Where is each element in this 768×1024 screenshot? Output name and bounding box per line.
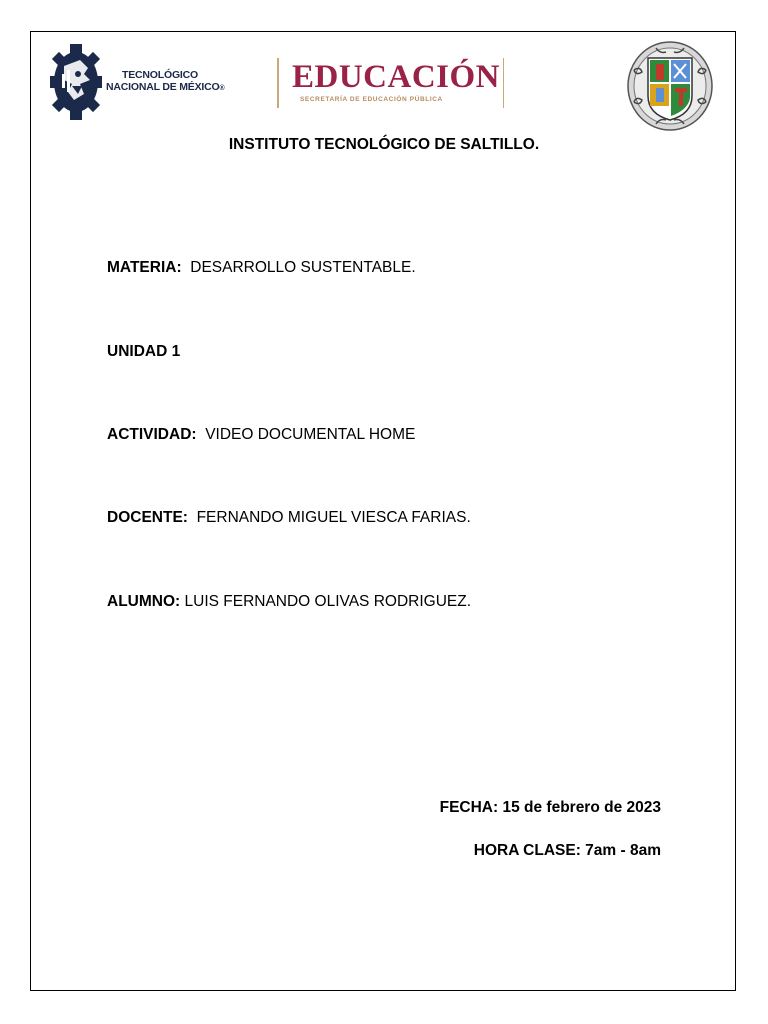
alumno-line xyxy=(107,593,471,611)
docente-value: FERNANDO MIGUEL VIESCA FARIAS. xyxy=(196,509,471,526)
crest-icon xyxy=(626,40,714,132)
docente-line xyxy=(107,509,471,527)
educacion-logo xyxy=(292,60,500,103)
educacion-title: EDUCACIÓN xyxy=(292,59,501,95)
alumno-value: LUIS FERNANDO OLIVAS RODRIGUEZ. xyxy=(184,593,472,610)
actividad-label: ACTIVIDAD: xyxy=(107,426,197,443)
fecha-line: FECHA: 15 de febrero de 2023 xyxy=(439,799,661,816)
actividad-value: VIDEO DOCUMENTAL HOME xyxy=(205,426,416,443)
unidad-label: UNIDAD 1 xyxy=(107,343,181,360)
docente-label: DOCENTE: xyxy=(107,509,188,526)
alumno-label: ALUMNO: xyxy=(107,593,181,610)
educacion-subtitle: SECRETARÍA DE EDUCACIÓN PÚBLICA xyxy=(300,96,443,103)
logo-separator-left xyxy=(277,58,279,108)
tecnm-gear-icon xyxy=(50,44,102,120)
materia-label: MATERIA: xyxy=(107,259,182,276)
institute-title: INSTITUTO TECNOLÓGICO DE SALTILLO. xyxy=(228,136,540,153)
tecnm-logo xyxy=(50,44,230,120)
materia-value: DESARROLLO SUSTENTABLE. xyxy=(190,259,416,276)
logo-separator-right xyxy=(503,58,504,108)
unidad-line xyxy=(107,343,180,361)
its-crest-logo xyxy=(626,40,714,137)
tecnm-wordmark: TECNOLÓGICO NACIONAL DE MÉXICO® xyxy=(106,69,225,93)
materia-line xyxy=(107,259,416,277)
hora-clase-line: HORA CLASE: 7am - 8am xyxy=(473,842,661,859)
actividad-line xyxy=(107,426,415,444)
